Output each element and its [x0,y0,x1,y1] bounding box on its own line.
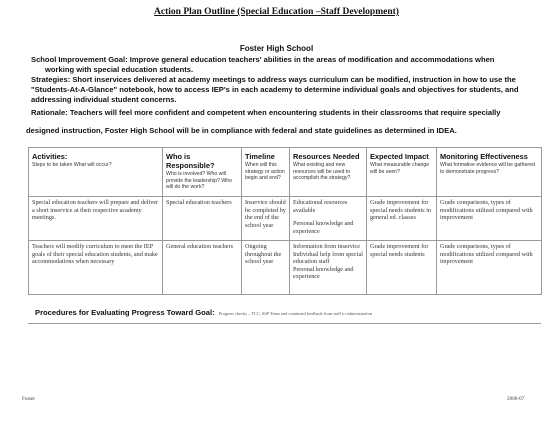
rationale-line-2: designed instruction, Foster High School will be in compliance with federal and state guidelines as determined in IDEA. [26,126,457,135]
header-subtitle: Who is involved? Who will provide the leadership? Who will do the work? [166,171,233,191]
cell-responsible: General education teachers [163,241,242,295]
strategies-line-3: addressing individual student concerns. [31,95,177,104]
header-subtitle: What formative evidence will be gathered to demonstrate progress? [440,162,535,175]
resource-text: Personal knowledge and experience [293,220,354,235]
procedures-label: Procedures for Evaluating Progress Toward Goal: [35,308,215,317]
cell-activities: Teachers will modify curriculum to meet the IEP goals of their special education students, and make accommodations when necessary [29,241,163,295]
header-title: Who is Responsible? [166,152,215,170]
cell-impact: Grade improvement for special needs students in general ed. classes [367,197,437,241]
header-title: Expected Impact [370,152,429,161]
header-subtitle: Steps to be taken What will occur? [32,162,112,168]
cell-monitoring: Grade comparisons, types of modifications utilized compared with improvement [437,241,542,295]
resource-text: Educational resources available [293,199,348,214]
procedures-section [35,308,372,317]
resource-text: Personal knowledge and experience [293,265,354,281]
action-plan-table [28,147,542,295]
header-subtitle: When will this strategy or action begin and end? [245,162,285,182]
header-activities [29,148,163,197]
header-title: Monitoring Effectiveness [440,152,528,161]
cell-resources [290,197,367,241]
school-name: Foster High School [239,44,314,53]
header-title: Timeline [245,152,275,161]
resource-text: Information from inservice Individual help from special education staff [293,243,363,266]
strategies-line-1: Strategies: Short inservices delivered at academy meetings to address ways curriculum can be modified, instruction in how to use the [31,75,516,84]
header-title: Activities: [32,152,68,161]
goal-line-2: working with special education students. [45,65,194,74]
cell-responsible: Special education teachers [163,197,242,241]
table-row [29,241,542,295]
table-header-row [29,148,542,197]
footer-left: Foster [22,396,35,402]
header-impact [367,148,437,197]
header-timeline [242,148,290,197]
divider [28,323,541,324]
footer-right: 2006-07 [507,396,525,402]
goal-line-1: School Improvement Goal: Improve general education teachers' abilities in the areas of modification and accommodations when [31,55,495,64]
cell-activities: Special education teachers will prepare and deliver a short inservice at their respective academy meetings. [29,197,163,241]
header-resources [290,148,367,197]
document-title: Action Plan Outline (Special Education –Staff Development) [154,7,399,17]
header-monitoring [437,148,542,197]
cell-impact: Grade improvement for special needs students [367,241,437,295]
header-responsible [163,148,242,197]
cell-timeline: Ongoing throughout the school year [242,241,290,295]
strategies [31,75,536,105]
cell-monitoring: Grade comparisons, types of modifications utilized compared with improvement [437,197,542,241]
cell-resources [290,241,367,295]
procedures-note: Progress checks – TCC, SSP Team and continued feedback from staff to administration [218,311,373,316]
rationale-line-1: Rationale: Teachers will feel more confident and competent when encountering students in their classrooms that require specially [31,108,501,117]
header-subtitle: What existing and new resources will be used to accomplish the strategy? [293,162,351,182]
table-row [29,197,542,241]
header-title: Resources Needed [293,152,360,161]
header-subtitle: What measurable change will be seen? [370,162,430,175]
cell-timeline: Inservice should be completed by the end of the school year [242,197,290,241]
improvement-goal [31,55,536,75]
strategies-line-2: "Students-At-A-Glance" notebook, how to access IEP's in each academy to determine individual goals and objectives for students, and [31,85,519,94]
